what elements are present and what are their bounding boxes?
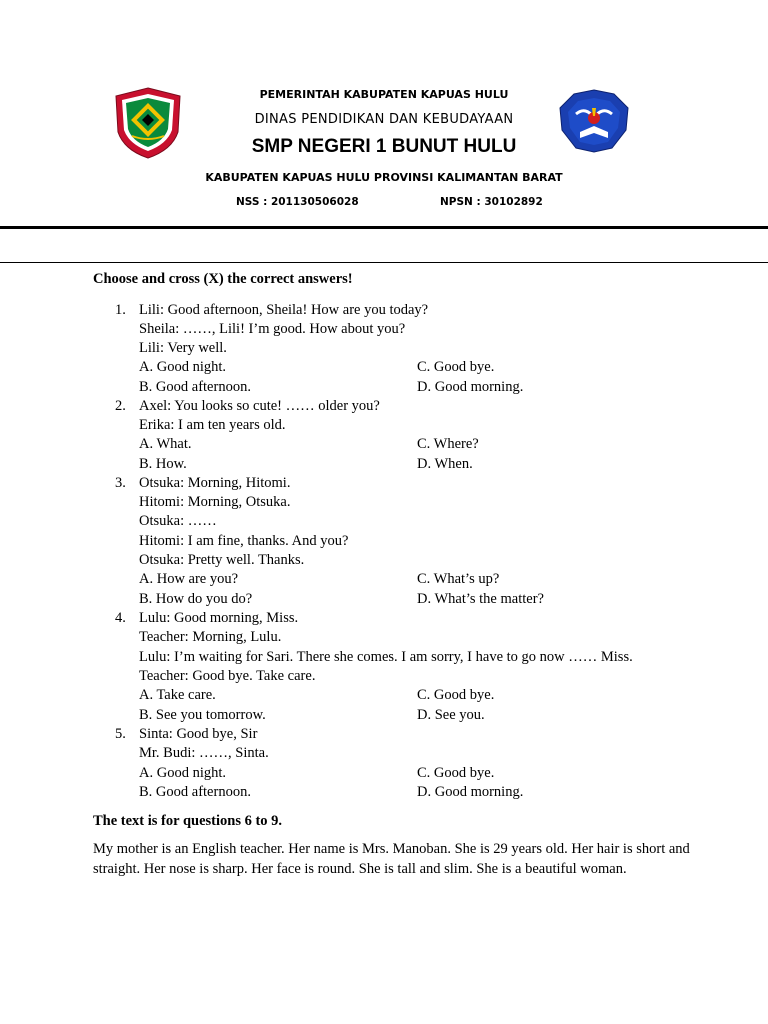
option-d[interactable]: D. Good morning. [417, 379, 524, 395]
question-line: Mr. Budi: ……, Sinta. [139, 745, 269, 761]
question-line: Sinta: Good bye, Sir [139, 726, 258, 742]
question-line: Hitomi: Morning, Otsuka. [139, 494, 291, 510]
option-a[interactable]: A. Good night. [139, 359, 226, 375]
question-line: Teacher: Good bye. Take care. [139, 668, 316, 684]
question-number: 2. [115, 398, 126, 414]
option-b[interactable]: B. Good afternoon. [139, 379, 251, 395]
question-line: Axel: You looks so cute! …… older you? [139, 398, 380, 414]
option-d[interactable]: D. When. [417, 456, 473, 472]
option-a[interactable]: A. How are you? [139, 571, 239, 587]
question-line: Lili: Good afternoon, Sheila! How are you today? [139, 302, 429, 318]
question-line: Otsuka: Morning, Hitomi. [139, 475, 291, 491]
question-line: Lulu: I’m waiting for Sari. There she comes. I am sorry, I have to go now …… Miss. [139, 649, 633, 665]
reading-text-heading: The text is for questions 6 to 9. [93, 813, 283, 829]
instruction: Choose and cross (X) the correct answers! [93, 271, 353, 287]
question-line: Lili: Very well. [139, 340, 227, 356]
option-a[interactable]: A. Good night. [139, 765, 226, 781]
option-b[interactable]: B. How do you do? [139, 591, 253, 607]
nss-number: NSS : 201130506028 [236, 196, 359, 208]
option-c[interactable]: C. Where? [417, 436, 479, 452]
option-d[interactable]: D. Good morning. [417, 784, 524, 800]
option-c[interactable]: C. Good bye. [417, 765, 495, 781]
question-line: Otsuka: …… [139, 513, 217, 529]
option-b[interactable]: B. Good afternoon. [139, 784, 251, 800]
question-line: Hitomi: I am fine, thanks. And you? [139, 533, 349, 549]
school-name: SMP NEGERI 1 BUNUT HULU [251, 136, 517, 157]
option-c[interactable]: C. What’s up? [417, 571, 500, 587]
question-number: 1. [115, 302, 126, 318]
header-region: KABUPATEN KAPUAS HULU PROVINSI KALIMANTAN BARAT [205, 171, 563, 184]
option-a[interactable]: A. Take care. [139, 687, 216, 703]
header-divider-thick [0, 226, 768, 229]
option-a[interactable]: A. What. [139, 436, 192, 452]
question-line: Lulu: Good morning, Miss. [139, 610, 299, 626]
option-d[interactable]: D. What’s the matter? [417, 591, 544, 607]
question-line: Sheila: ……, Lili! I’m good. How about you? [139, 321, 406, 337]
question-line: Otsuka: Pretty well. Thanks. [139, 552, 305, 568]
option-d[interactable]: D. See you. [417, 707, 485, 723]
question-line: Teacher: Morning, Lulu. [139, 629, 282, 645]
header-government: PEMERINTAH KABUPATEN KAPUAS HULU [259, 88, 509, 101]
reading-text-paragraph: My mother is an English teacher. Her name is Mrs. Manoban. She is 29 years old. Her hair is short and straight. Her nose is sharp. Her face is round. She is tall and slim. She is a beautiful woman. [93, 841, 690, 877]
npsn-number: NPSN : 30102892 [440, 196, 543, 208]
question-number: 4. [115, 610, 126, 626]
question-number: 5. [115, 726, 126, 742]
option-b[interactable]: B. How. [139, 456, 187, 472]
header-department: DINAS PENDIDIKAN DAN KEBUDAYAAN [254, 112, 514, 127]
option-c[interactable]: C. Good bye. [417, 687, 495, 703]
option-b[interactable]: B. See you tomorrow. [139, 707, 266, 723]
question-number: 3. [115, 475, 126, 491]
header-divider-thin [0, 262, 768, 263]
question-line: Erika: I am ten years old. [139, 417, 286, 433]
option-c[interactable]: C. Good bye. [417, 359, 495, 375]
